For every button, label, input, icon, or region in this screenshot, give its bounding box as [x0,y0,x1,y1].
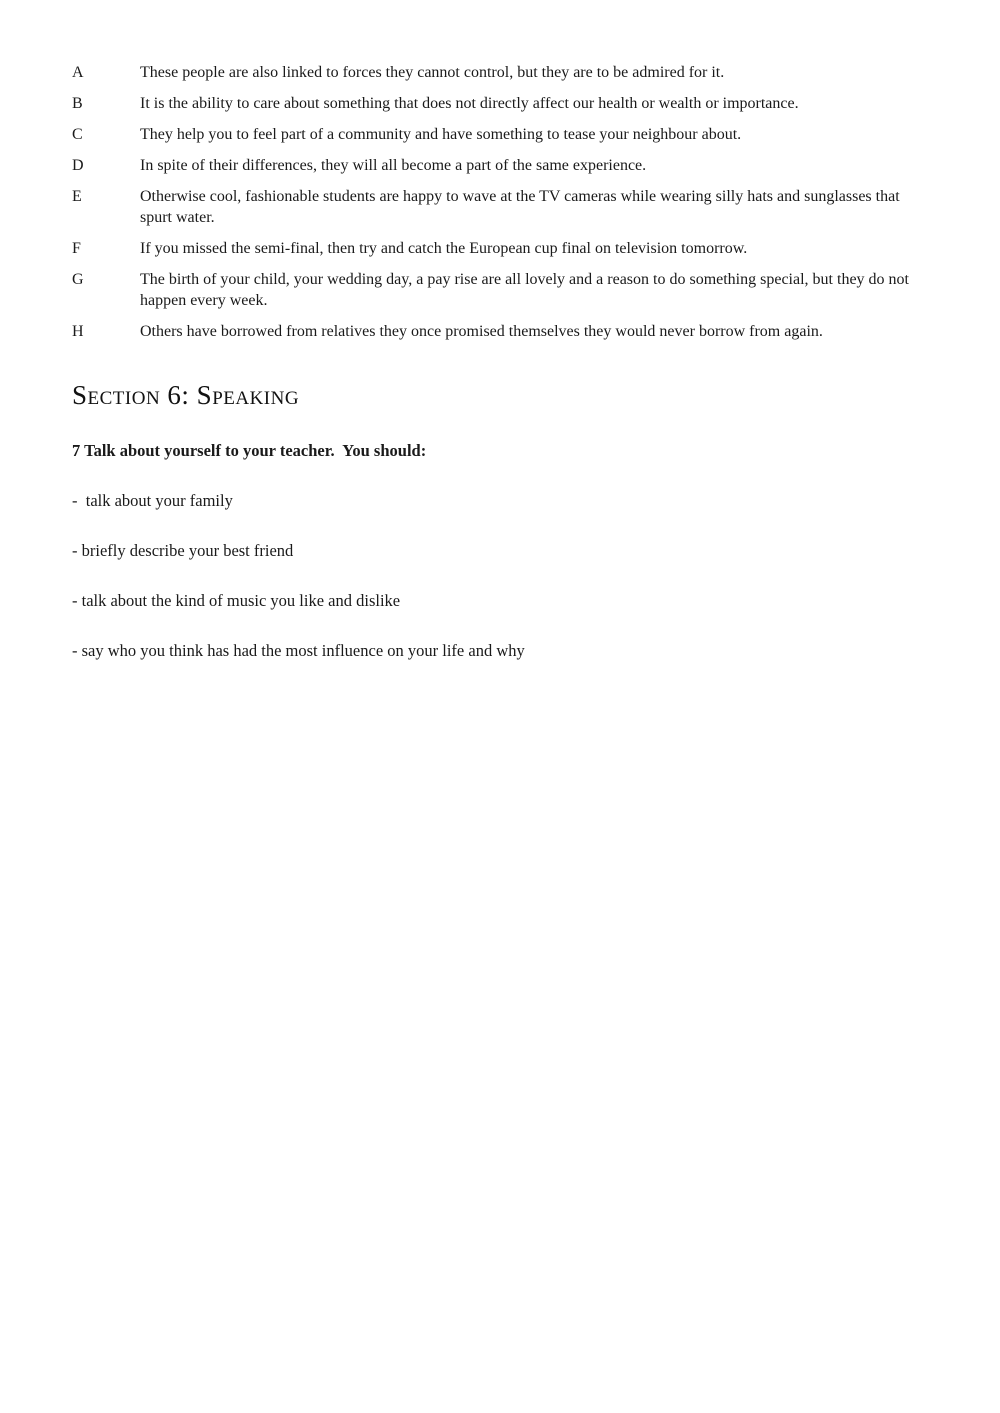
item-letter: B [72,95,83,112]
list-item [72,238,915,259]
item-text: They help you to feel part of a community and have something to tease your neighbour about. [140,126,742,143]
section-heading: Section 6: Speaking [72,380,300,410]
list-item [72,269,915,311]
task-prompt: 7 Talk about yourself to your teacher. You should: [72,441,427,460]
item-letter: D [72,157,84,174]
item-text: Otherwise cool, fashionable students are happy to wave at the TV cameras while wearing silly hats and sunglasses that spurt water. [140,188,900,226]
bullet-line: - briefly describe your best friend [72,541,294,560]
item-letter: H [72,323,84,340]
item-text: Others have borrowed from relatives they once promised themselves they would never borrow from again. [140,323,823,340]
item-letter: G [72,271,84,288]
item-letter: E [72,188,82,205]
list-item [72,124,915,145]
list-item [72,62,915,83]
bullet-line: - say who you think has had the most influence on your life and why [72,641,525,660]
bullet-line: - talk about your family [72,491,233,510]
item-letter: A [72,64,84,81]
item-text: In spite of their differences, they will all become a part of the same experience. [140,157,647,174]
bullet-line: - talk about the kind of music you like and dislike [72,591,401,610]
list-item [72,93,915,114]
item-text: If you missed the semi-final, then try and catch the European cup final on television tomorrow. [140,240,748,257]
list-item [72,155,915,176]
list-item [72,321,915,342]
item-text: It is the ability to care about something that does not directly affect our health or wealth or importance. [140,95,799,112]
lettered-list [72,62,915,342]
list-item [72,186,915,228]
item-letter: C [72,126,83,143]
item-letter: F [72,240,81,257]
item-text: These people are also linked to forces they cannot control, but they are to be admired for it. [140,64,725,81]
item-text: The birth of your child, your wedding day, a pay rise are all lovely and a reason to do something special, but they do not happen every week. [140,271,909,309]
